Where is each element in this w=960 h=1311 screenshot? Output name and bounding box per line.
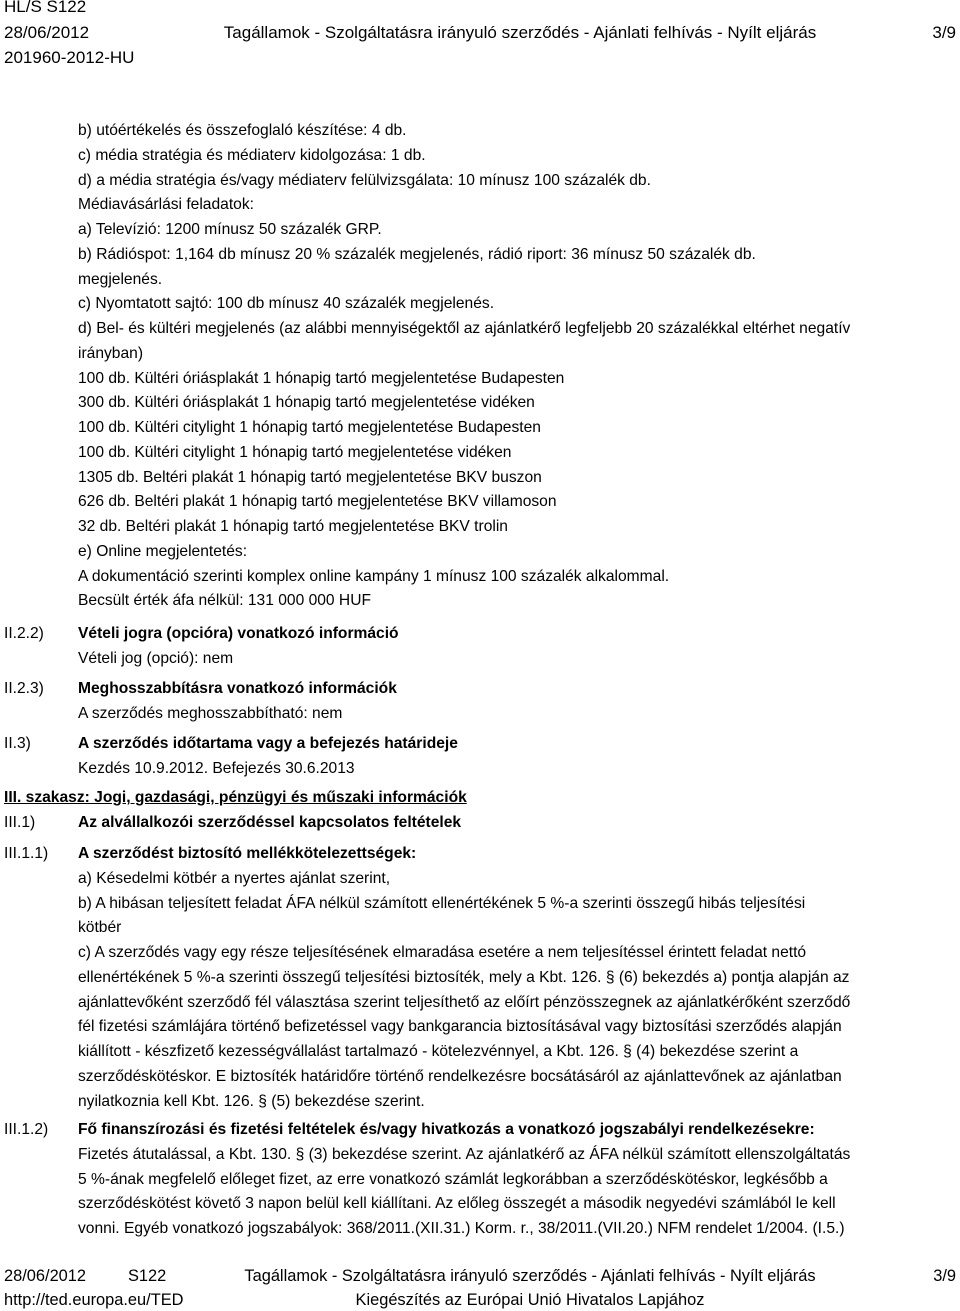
footer-publisher: Kiegészítés az Európai Unió Hivatalos Lapjához	[355, 1291, 705, 1309]
section-ii-3	[78, 732, 958, 782]
text-line: ajánlattevőként szerződő fél választása szerint teljesíthető az előírt pénzösszegnek az ajánlatkérőként szerződő	[78, 993, 851, 1011]
text-line: e) Online megjelentetés:	[78, 542, 248, 560]
section-label-iii-1-1: III.1.1)	[4, 845, 49, 862]
text-line: A dokumentáció szerinti komplex online kampány 1 mínusz 100 százalék alkalommal.	[78, 567, 670, 585]
text-line: fél fizetési számlájára történő befizetéssel vagy bankgarancia biztosításával vagy biztosítási szerződés alapján	[78, 1018, 842, 1036]
text-line: c) média stratégia és médiaterv kidolgozása: 1 db.	[78, 146, 426, 164]
section-heading: Az alvállalkozói szerződéssel kapcsolatos feltételek	[78, 814, 462, 831]
section-text: Kezdés 10.9.2012. Befejezés 30.6.2013	[78, 759, 355, 777]
section-label-iii-1: III.1)	[4, 814, 36, 831]
section-heading: A szerződés időtartama vagy a befejezés határideje	[78, 735, 458, 752]
continuation-text	[78, 119, 958, 614]
header-date: 28/06/2012	[4, 23, 90, 42]
text-line: szerződéskötéskor. E biztosíték határidőre történő rendelkezésre bocsátásáról az ajánlattevőnek az ajánlatban	[78, 1067, 842, 1085]
text-line: b) utóértékelés és összefoglaló készítése: 4 db.	[78, 122, 407, 139]
text-line: megjelenés.	[78, 270, 163, 288]
text-line: Médiavásárlási feladatok:	[78, 196, 254, 214]
section-ii-2-2	[78, 622, 958, 672]
footer-series: S122	[128, 1267, 167, 1285]
section-label-iii-1-2: III.1.2)	[4, 1121, 49, 1138]
footer-title: Tagállamok - Szolgáltatásra irányuló szerződés - Ajánlati felhívás - Nyílt eljárás	[244, 1267, 816, 1285]
section-heading: A szerződést biztosító mellékkötelezettségek:	[78, 845, 417, 862]
text-line: b) Rádióspot: 1,164 db mínusz 20 % százalék megjelenés, rádió riport: 36 mínusz 50 százalék db.	[78, 245, 756, 263]
header-page-number: 3/9	[932, 23, 956, 42]
text-line: 100 db. Kültéri citylight 1 hónapig tartó megjelentetése Budapesten	[78, 419, 541, 436]
section-iii-1-1	[78, 842, 958, 1114]
section-heading: Fő finanszírozási és fizetési feltételek és/vagy hivatkozás a vonatkozó jogszabályi rendelkezésekre:	[78, 1121, 815, 1138]
section-iii-title: III. szakasz: Jogi, gazdasági, pénzügyi és műszaki információk	[4, 789, 467, 806]
header-title: Tagállamok - Szolgáltatásra irányuló szerződés - Ajánlati felhívás - Nyílt eljárás	[223, 23, 817, 42]
text-line: vonni. Egyéb vonatkozó jogszabályok: 368/2011.(XII.31.) Korm. r., 38/2011.(VII.20.) NFM rendelet 1/2004. (I.5.)	[78, 1220, 845, 1237]
text-line: 100 db. Kültéri óriásplakát 1 hónapig tartó megjelentetése Budapesten	[78, 369, 565, 387]
section-text: Vételi jog (opció): nem	[78, 649, 234, 667]
section-label-ii-3: II.3)	[4, 735, 31, 752]
text-line: 5 %-ának megfelelő előleget fizet, az erre vonatkozó számlát legkorábban a szerződéskötéskor, legkésőbb a	[78, 1170, 828, 1188]
estimated-value: Becsült érték áfa nélkül: 131 000 000 HUF	[78, 592, 371, 610]
header-series: HL/S S122	[4, 0, 87, 16]
text-line: szerződéskötést követő 3 napon belül kell kiállítani. Az előleg összegét a második negyedévi számlából le kell	[78, 1195, 836, 1213]
text-line: b) A hibásan teljesített feladat ÁFA nélkül számított ellenértékének 5 %-a szerinti összegű hibás teljesítési	[78, 894, 806, 912]
text-line: c) A szerződés vagy egy része teljesítésének elmaradása esetére a nem teljesítéssel érintett feladat nettó	[78, 944, 807, 961]
text-line: 1305 db. Beltéri plakát 1 hónapig tartó megjelentetése BKV buszon	[78, 468, 542, 486]
section-heading: Meghosszabbításra vonatkozó információk	[78, 680, 397, 697]
text-line: 300 db. Kültéri óriásplakát 1 hónapig tartó megjelentetése vidéken	[78, 394, 535, 412]
section-label-ii-2-3: II.2.3)	[4, 680, 44, 697]
text-line: a) Késedelmi kötbér a nyertes ajánlat szerint,	[78, 869, 391, 887]
text-line: ellenértékének 5 %-a szerinti összegű teljesítési biztosíték, mely a Kbt. 126. § (6) bekezdés a) pontja alapján az	[78, 968, 850, 986]
text-line: Fizetés átutalással, a Kbt. 130. § (3) bekezdése szerint. Az ajánlatkérő az ÁFA nélkül számított ellenszolgáltatás	[78, 1145, 851, 1163]
footer-page-number: 3/9	[933, 1267, 956, 1285]
section-iii-1-2	[78, 1118, 958, 1242]
text-line: c) Nyomtatott sajtó: 100 db mínusz 40 százalék megjelenés.	[78, 295, 495, 313]
section-text: A szerződés meghosszabbítható: nem	[78, 704, 343, 722]
section-iii-1	[78, 811, 958, 836]
section-label-ii-2-2: II.2.2)	[4, 625, 44, 642]
text-line: 100 db. Kültéri citylight 1 hónapig tartó megjelentetése vidéken	[78, 443, 512, 461]
text-line: d) a média stratégia és/vagy médiaterv felülvizsgálata: 10 mínusz 100 százalék db.	[78, 171, 651, 189]
text-line: 32 db. Beltéri plakát 1 hónapig tartó megjelentetése BKV trolin	[78, 518, 508, 535]
section-ii-2-3	[78, 677, 958, 727]
footer-url: http://ted.europa.eu/TED	[4, 1291, 184, 1309]
header-doc-id: 201960-2012-HU	[4, 48, 135, 67]
text-line: irányban)	[78, 344, 144, 362]
text-line: nyilatkoznia kell Kbt. 126. § (5) bekezdése szerint.	[78, 1092, 425, 1110]
text-line: a) Televízió: 1200 mínusz 50 százalék GRP.	[78, 221, 382, 238]
footer-date: 28/06/2012	[4, 1267, 87, 1285]
section-heading: Vételi jogra (opcióra) vonatkozó információ	[78, 625, 399, 642]
text-line: kötbér	[78, 919, 122, 937]
text-line: d) Bel- és kültéri megjelenés (az alábbi mennyiségektől az ajánlatkérő legfeljebb 20 százalékkal eltérhet negatív	[78, 320, 851, 337]
text-line: kiállított - készfizető kezességvállalást tartalmazó - kötelezvénnyel, a Kbt. 126. § (4) bekezdése szerint a	[78, 1043, 799, 1060]
text-line: 626 db. Beltéri plakát 1 hónapig tartó megjelentetése BKV villamoson	[78, 493, 557, 511]
